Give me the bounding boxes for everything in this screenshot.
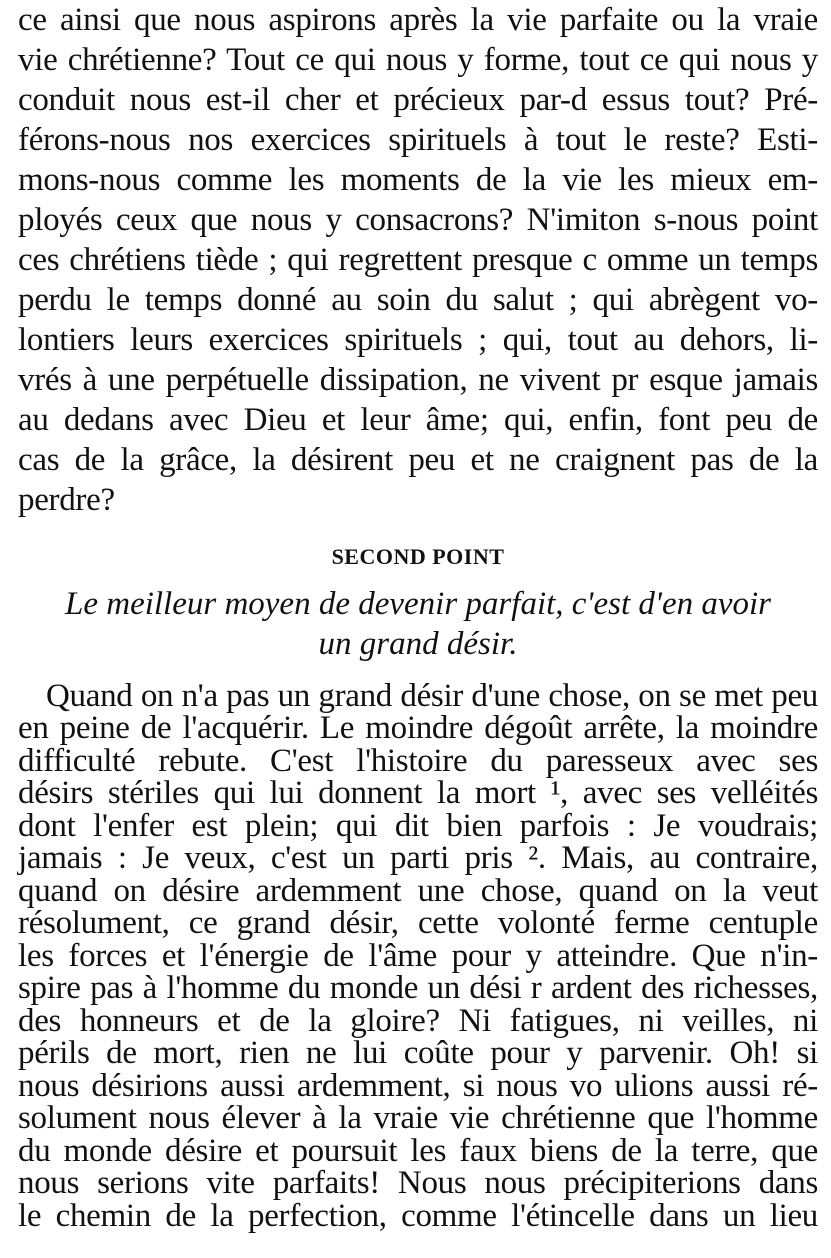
text-line: perdre? — [18, 482, 115, 518]
text-line: au dedans avec Dieu et leur âme; qui, enfin, font peu de — [18, 402, 818, 438]
text-line: nous serions vite parfaits! Nous nous précipiterions dans — [18, 1165, 818, 1201]
text-line: dont l'enfer est plein; qui dit bien parfois : Je voudrais; — [18, 808, 818, 844]
text-line: lontiers leurs exercices spirituels ; qui, tout au dehors, li- — [18, 322, 818, 358]
text-line: spire pas à l'homme du monde un dési r ardent des richesses, — [18, 970, 818, 1006]
text-line: mons-nous comme les moments de la vie les mieux em- — [18, 162, 818, 198]
text-line: les forces et l'énergie de l'âme pour y atteindre. Que n'in- — [18, 938, 818, 974]
text-line: férons-nous nos exercices spirituels à tout le reste? Esti- — [18, 122, 818, 158]
text-line: le chemin de la perfection, comme l'étincelle dans un lieu — [18, 1198, 818, 1234]
text-line: cas de la grâce, la désirent peu et ne craignent pas de la — [18, 442, 818, 478]
text-line: nous désirions aussi ardemment, si nous vo ulions aussi ré- — [18, 1068, 818, 1104]
text-line: du monde désire et poursuit les faux biens de la terre, que — [18, 1133, 818, 1169]
text-line: périls de mort, rien ne lui coûte pour y parvenir. Oh! si — [18, 1035, 818, 1071]
section-subtitle-line: Le meilleur moyen de devenir parfait, c'est d'en avoir — [64, 586, 772, 622]
text-line: désirs stériles qui lui donnent la mort ¹, avec ses velléités — [18, 775, 818, 811]
text-line: vrés à une perpétuelle dissipation, ne vivent pr esque jamais — [18, 362, 818, 398]
text-line: vie chrétienne? Tout ce qui nous y forme, tout ce qui nous y — [18, 42, 818, 78]
text-line: ce ainsi que nous aspirons après la vie parfaite ou la vraie — [18, 2, 818, 38]
section-subtitle-line: un grand désir. — [318, 626, 518, 662]
text-line: quand on désire ardemment une chose, quand on la veut — [18, 873, 818, 909]
text-line: en peine de l'acquérir. Le moindre dégoût arrête, la moindre — [18, 710, 818, 746]
text-line: Quand on n'a pas un grand désir d'une chose, on se met peu — [46, 678, 818, 714]
text-line: résolument, ce grand désir, cette volonté ferme centuple — [18, 905, 818, 941]
text-line: des honneurs et de la gloire? Ni fatigues, ni veilles, ni — [18, 1003, 818, 1039]
text-line: ces chrétiens tiède ; qui regrettent presque c omme un temps — [18, 242, 818, 278]
text-line: jamais : Je veux, c'est un parti pris ². Mais, au contraire, — [18, 840, 818, 876]
text-line: perdu le temps donné au soin du salut ; qui abrègent vo- — [18, 282, 818, 318]
text-line: ployés ceux que nous y consacrons? N'imiton s-nous point — [18, 202, 818, 238]
section-heading: SECOND POINT — [331, 544, 505, 569]
text-line: difficulté rebute. C'est l'histoire du paresseux avec ses — [18, 743, 818, 779]
text-line: conduit nous est-il cher et précieux par-d essus tout? Pré- — [18, 82, 818, 118]
text-line: solument nous élever à la vraie vie chrétienne que l'homme — [18, 1100, 818, 1136]
